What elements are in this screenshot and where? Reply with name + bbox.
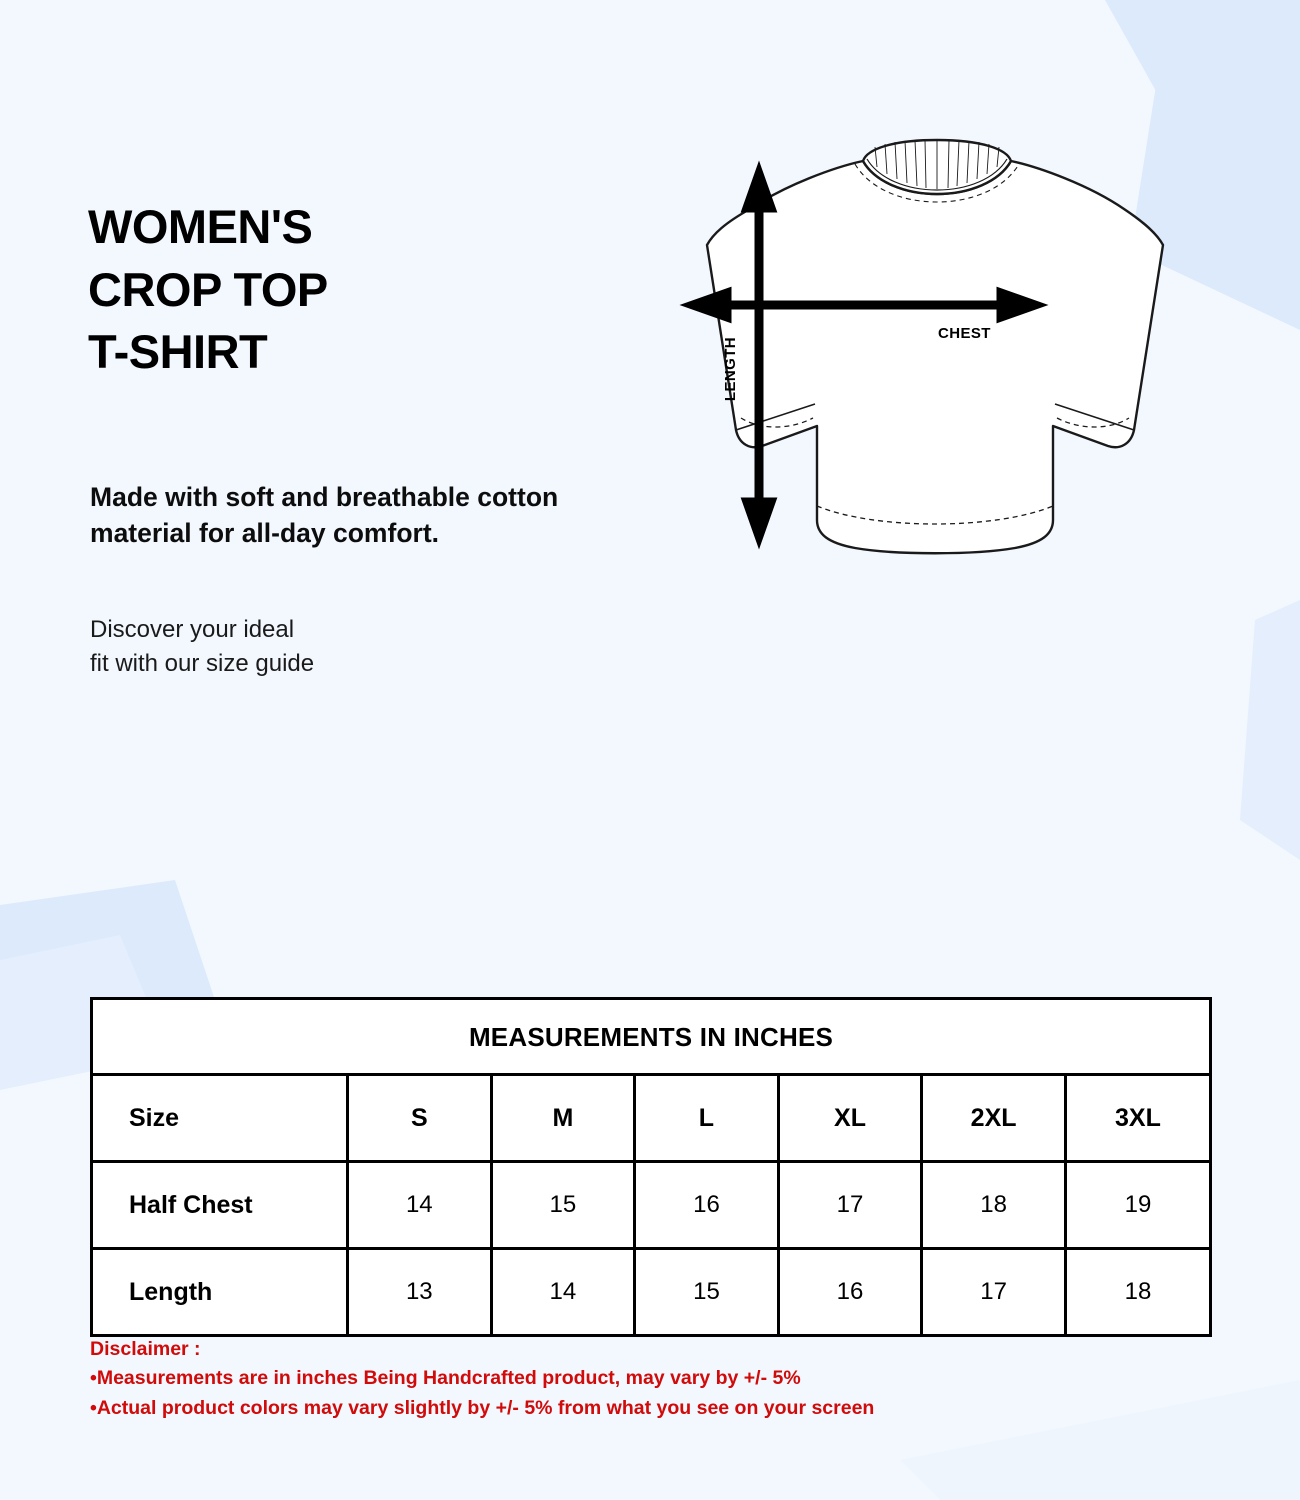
cell-half-chest-2xl: 18 [922,1162,1066,1249]
cell-half-chest-m: 15 [491,1162,635,1249]
table-row [93,1162,1209,1249]
length-measurement-label: LENGTH [722,337,739,402]
row-header-size: Size [93,1076,348,1162]
tagline-line-2: fit with our size guide [90,650,315,678]
tagline-line-1: Discover your ideal [90,616,295,643]
page-title-line-3: T-SHIRT [88,324,268,378]
page-title-line-1: WOMEN'S [88,200,313,254]
cell-half-chest-xl: 17 [778,1162,922,1249]
row-header-length: Length [93,1249,348,1335]
cell-size-l: L [635,1076,779,1162]
cell-size-xl: XL [778,1076,922,1162]
disclaimer [90,1335,1240,1423]
row-header-half-chest: Half Chest [93,1162,348,1249]
size-chart-title: MEASUREMENTS IN INCHES [93,1000,1209,1076]
cell-size-2xl: 2XL [922,1076,1066,1162]
tshirt-illustration [545,130,1185,580]
table-row [93,1076,1209,1162]
size-chart-table [93,1076,1209,1334]
page-title-line-2: CROP TOP [88,262,328,316]
disclaimer-line-2: •Actual product colors may vary slightly by +/- 5% from what you see on your screen [90,1396,875,1419]
cell-size-3xl: 3XL [1065,1076,1209,1162]
cell-half-chest-l: 16 [635,1162,779,1249]
cell-half-chest-s: 14 [348,1162,492,1249]
cell-length-xl: 16 [778,1249,922,1335]
cell-length-2xl: 17 [922,1249,1066,1335]
chest-measurement-label: CHEST [938,325,991,342]
page-title [88,196,558,382]
table-row [93,1249,1209,1335]
cell-size-m: M [491,1076,635,1162]
disclaimer-title: Disclaimer : [90,1338,201,1360]
cell-length-3xl: 18 [1065,1249,1209,1335]
cell-size-s: S [348,1076,492,1162]
cell-length-s: 13 [348,1249,492,1335]
cell-length-m: 14 [491,1249,635,1335]
cell-length-l: 15 [635,1249,779,1335]
disclaimer-line-1: •Measurements are in inches Being Handcrafted product, may vary by +/- 5% [90,1367,801,1390]
product-description: Made with soft and breathable cotton material for all-day comfort. [90,481,559,549]
cell-half-chest-3xl: 19 [1065,1162,1209,1249]
size-guide-tagline [90,613,520,681]
size-chart [90,997,1212,1337]
